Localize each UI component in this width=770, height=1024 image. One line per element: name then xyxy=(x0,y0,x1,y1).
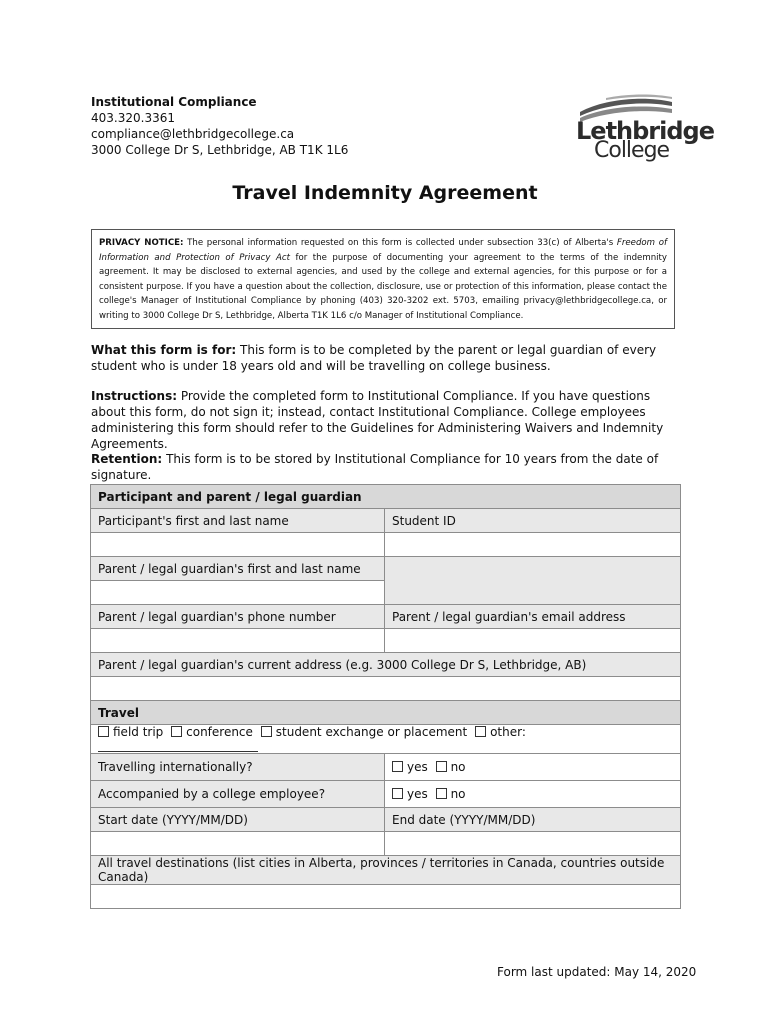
contact-email: compliance@lethbridgecollege.ca xyxy=(91,127,295,141)
accompanied-label: Accompanied by a college employee? xyxy=(91,781,385,808)
international-options xyxy=(385,754,681,781)
student-id-label: Student ID xyxy=(385,509,681,533)
field-trip-label: field trip xyxy=(113,725,164,739)
privacy-text-2: for the purpose of documenting your agreement to the terms of the indemnity agreement. It may be disclosed to external agencies, and used by the college and external agencies, for this purpose or for a consistent purpose. If you have a question about the collection, disclosure, use or protection of this information, please contact the college's Manager of Institutional Compliance by phoning (403) 320-3202 ext. 5703, emailing privacy@lethbridgecollege.ca, or writing to 3000 College Dr S, Lethbridge, Alberta T1K 1L6 c/o Manager of Institutional Compliance. xyxy=(99,252,668,321)
guardian-address-field[interactable] xyxy=(91,677,681,701)
what-for-label: What this form is for: xyxy=(91,343,237,357)
accompanied-yes-checkbox[interactable] xyxy=(392,788,403,799)
retention-text: This form is to be stored by Institutional Compliance for 10 years from the date of signature. xyxy=(91,452,659,482)
logo-wordmark: Lethbridge xyxy=(576,117,715,145)
conference-label: conference xyxy=(186,725,253,739)
indemnity-form-table xyxy=(90,484,681,909)
international-yes-label: yes xyxy=(407,760,428,774)
instructions-label: Instructions: xyxy=(91,389,178,403)
start-date-label: Start date (YYYY/MM/DD) xyxy=(91,808,385,832)
retention-paragraph xyxy=(91,451,681,483)
section-participant-header: Participant and parent / legal guardian xyxy=(91,485,681,509)
start-date-field[interactable] xyxy=(91,832,385,856)
exchange-label: student exchange or placement xyxy=(275,725,468,739)
accompanied-yes-label: yes xyxy=(407,787,428,801)
guardian-name-label: Parent / legal guardian's first and last name xyxy=(91,557,385,581)
destinations-label: All travel destinations (list cities in Alberta, provinces / territories in Canada, countries outside Canada) xyxy=(91,856,681,885)
participant-name-field[interactable] xyxy=(91,533,385,557)
international-no-checkbox[interactable] xyxy=(436,761,447,772)
retention-label: Retention: xyxy=(91,452,163,466)
conference-checkbox[interactable] xyxy=(171,726,182,737)
contact-block xyxy=(91,94,348,158)
accompanied-options xyxy=(385,781,681,808)
student-id-field[interactable] xyxy=(385,533,681,557)
instructions-paragraph xyxy=(91,388,681,452)
travel-type-options xyxy=(91,725,681,754)
other-checkbox[interactable] xyxy=(475,726,486,737)
privacy-notice xyxy=(91,229,675,329)
logo-wordmark-college: College xyxy=(594,138,670,163)
exchange-checkbox[interactable] xyxy=(261,726,272,737)
international-label: Travelling internationally? xyxy=(91,754,385,781)
other-label: other: xyxy=(490,725,526,739)
page-title: Travel Indemnity Agreement xyxy=(232,182,538,204)
shaded-empty-cell xyxy=(385,557,681,605)
privacy-act-name: Freedom of Information and Protection of Privacy Act xyxy=(99,238,668,263)
destinations-field[interactable] xyxy=(91,885,681,909)
end-date-field[interactable] xyxy=(385,832,681,856)
international-no-label: no xyxy=(450,760,466,774)
guardian-email-field[interactable] xyxy=(385,629,681,653)
other-text-field[interactable] xyxy=(98,740,258,752)
guardian-phone-field[interactable] xyxy=(91,629,385,653)
guardian-phone-label: Parent / legal guardian's phone number xyxy=(91,605,385,629)
international-yes-checkbox[interactable] xyxy=(392,761,403,772)
end-date-label: End date (YYYY/MM/DD) xyxy=(385,808,681,832)
privacy-label: PRIVACY NOTICE: xyxy=(99,238,184,248)
accompanied-no-checkbox[interactable] xyxy=(436,788,447,799)
contact-phone: 403.320.3361 xyxy=(91,111,175,125)
what-for-text: This form is to be completed by the parent or legal guardian of every student who is under 18 years old and will be travelling on college business. xyxy=(91,343,657,373)
section-travel-header: Travel xyxy=(91,701,681,725)
instructions-text: Provide the completed form to Institutional Compliance. If you have questions about this form, do not sign it; instead, contact Institutional Compliance. College employees administering this form should refer to the Guidelines for Administering Waivers and Indemnity Agreements. xyxy=(91,389,664,451)
accompanied-no-label: no xyxy=(450,787,466,801)
guardian-email-label: Parent / legal guardian's email address xyxy=(385,605,681,629)
contact-org: Institutional Compliance xyxy=(91,95,257,109)
college-logo xyxy=(570,92,715,168)
contact-address: 3000 College Dr S, Lethbridge, AB T1K 1L6 xyxy=(91,143,349,157)
form-updated-date: Form last updated: May 14, 2020 xyxy=(497,965,697,979)
what-for-paragraph xyxy=(91,342,681,374)
participant-name-label: Participant's first and last name xyxy=(91,509,385,533)
guardian-address-label: Parent / legal guardian's current address (e.g. 3000 College Dr S, Lethbridge, AB) xyxy=(91,653,681,677)
privacy-text-1: The personal information requested on this form is collected under subsection 33(c) of Alberta's xyxy=(187,238,614,248)
field-trip-checkbox[interactable] xyxy=(98,726,109,737)
guardian-name-field[interactable] xyxy=(91,581,385,605)
